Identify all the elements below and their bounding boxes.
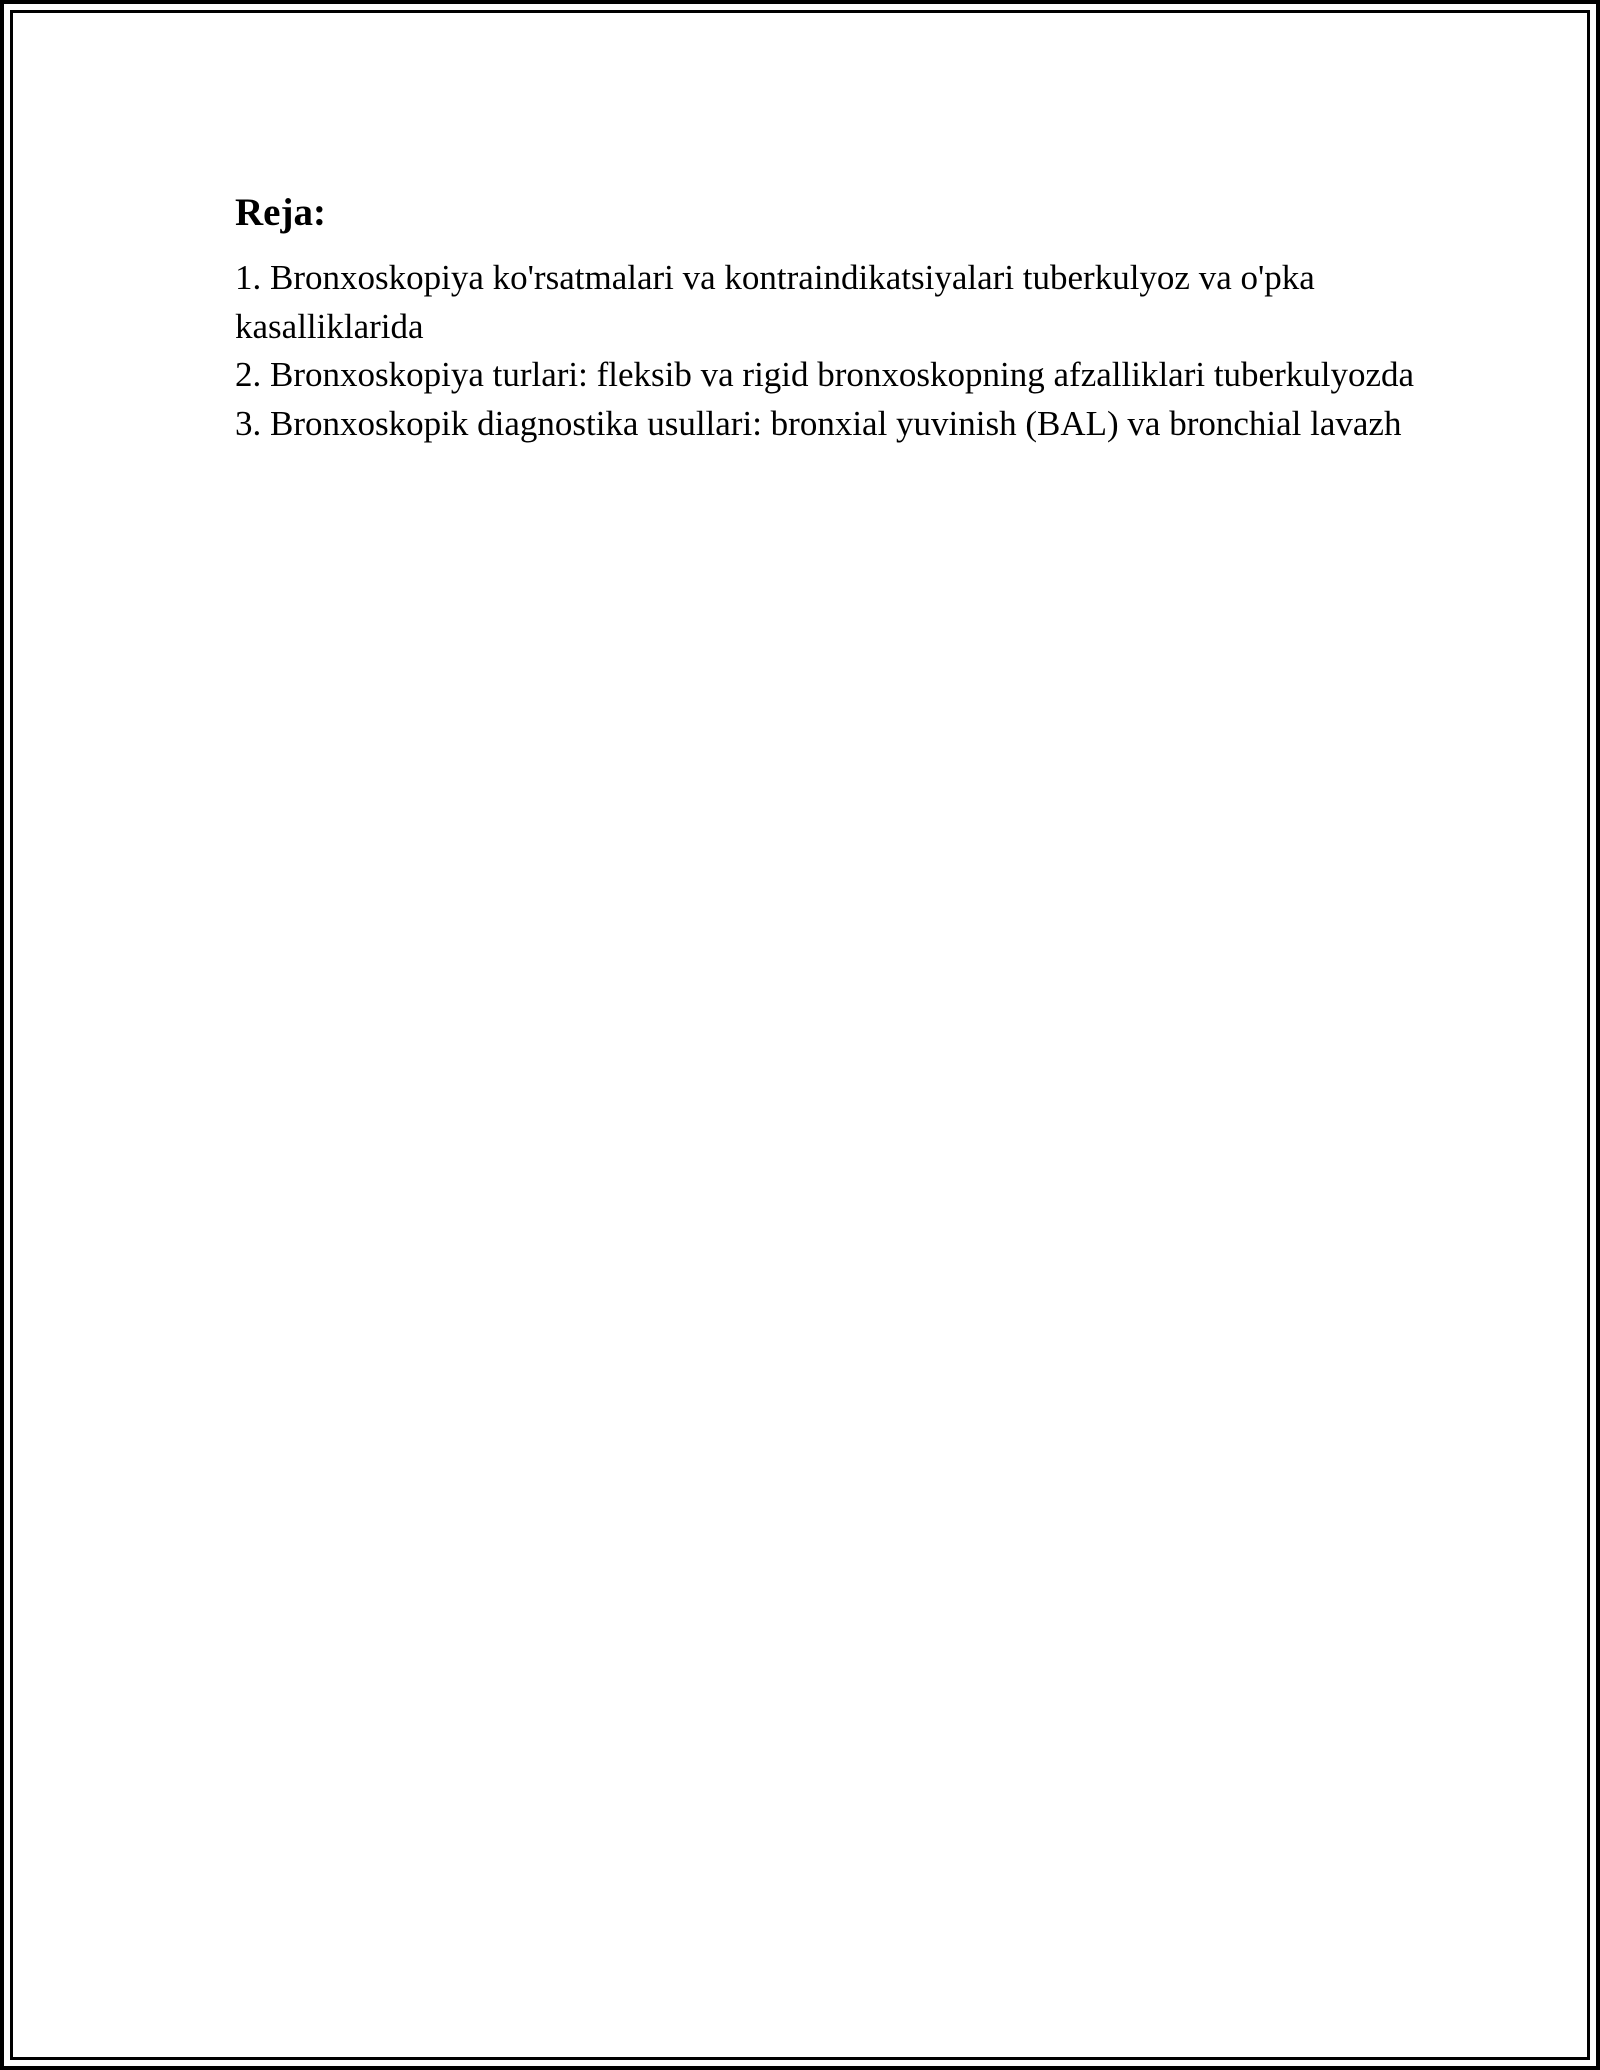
page-content (235, 188, 1415, 448)
plan-heading: Reja: (235, 191, 326, 234)
plan-item-1: 1. Bronxoskopiya ko'rsatmalari va kontraindikatsiyalari tuberkulyoz va o'pka kasalliklarida (235, 258, 1315, 346)
plan-item-2: 2. Bronxoskopiya turlari: fleksib va rigid bronxoskopning afzalliklari tuberkulyozda (235, 355, 1415, 394)
plan-list (235, 254, 1415, 448)
plan-item-3: 3. Bronxoskopik diagnostika usullari: bronxial yuvinish (BAL) va bronchial lavazh (235, 403, 1402, 443)
